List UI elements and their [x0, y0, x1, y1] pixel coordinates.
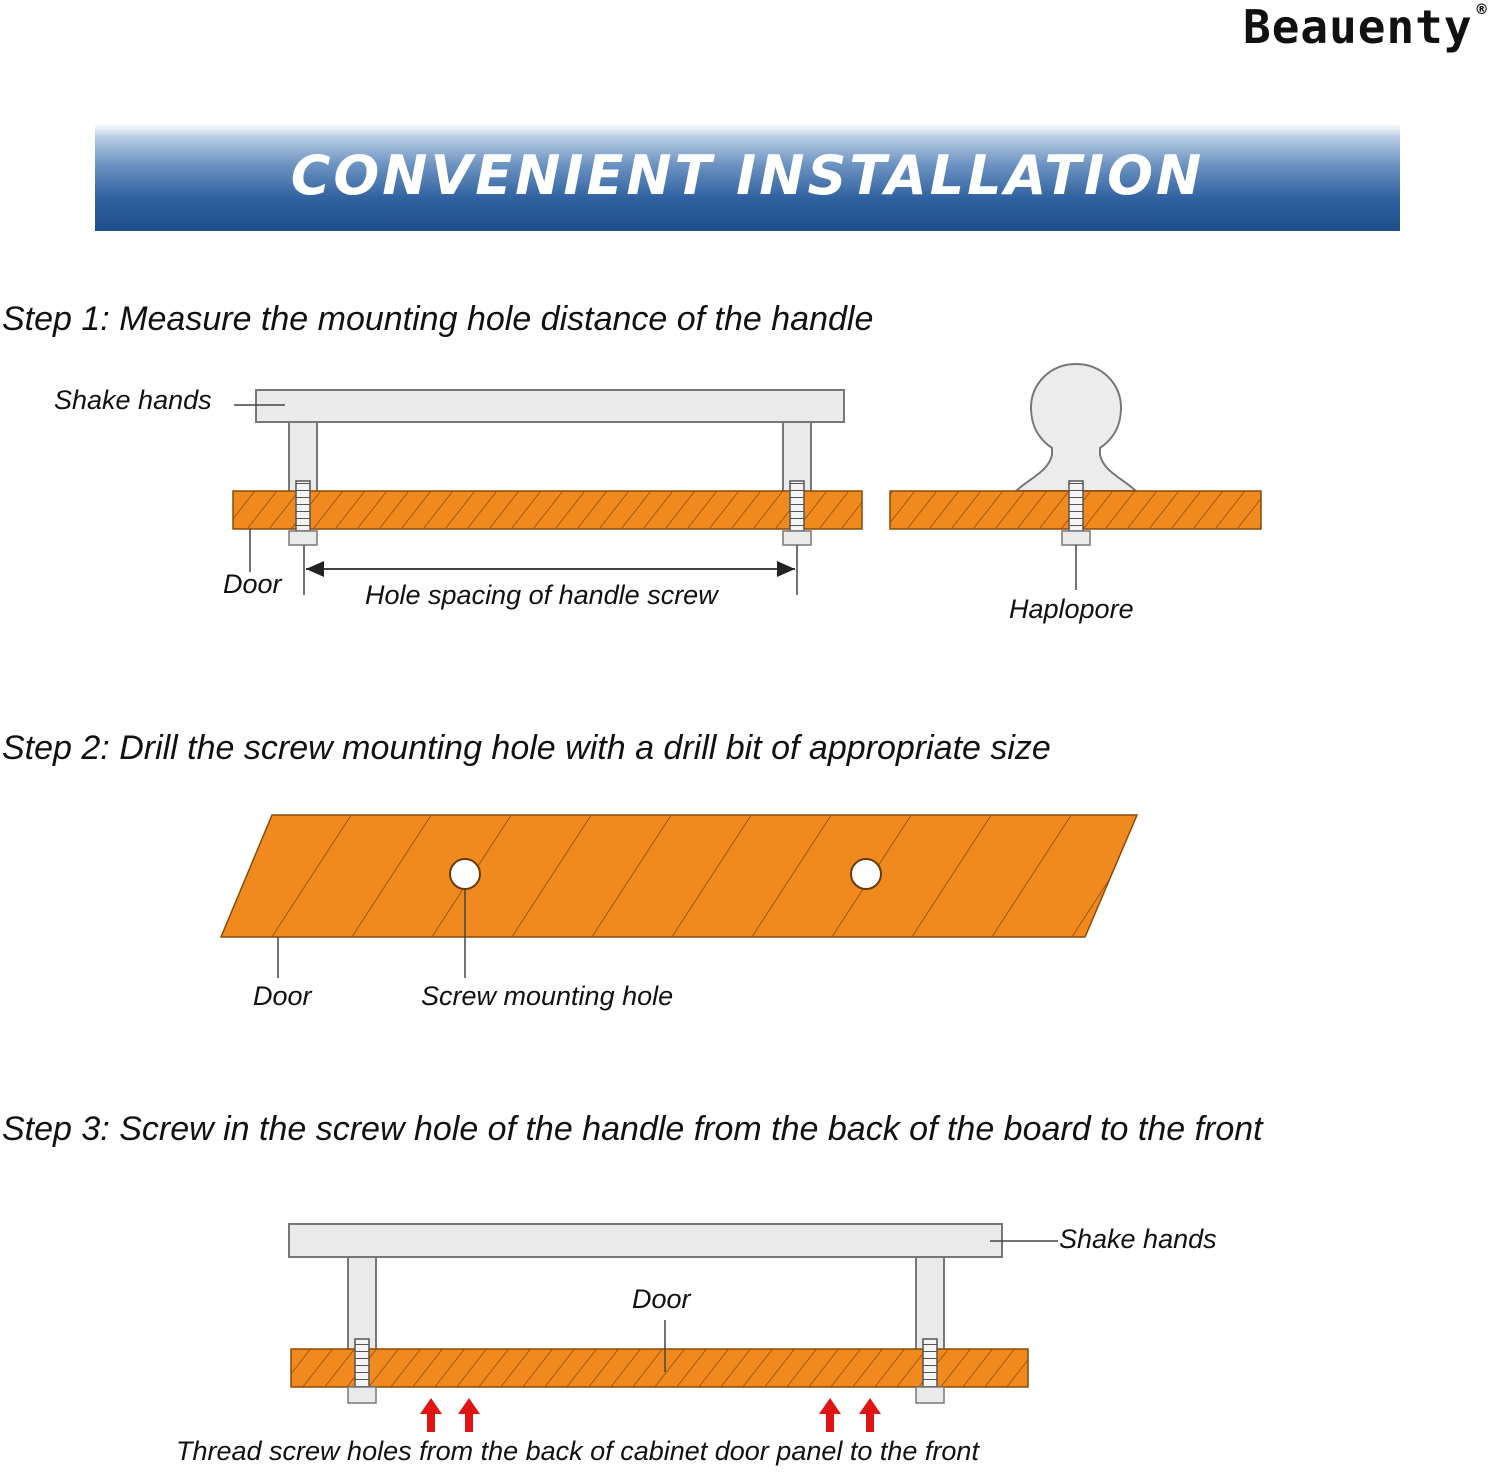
screw-head-right [783, 531, 811, 545]
handle-bar [256, 390, 844, 422]
handle-leg-left-3 [348, 1257, 376, 1350]
step-3-title: Step 3: Screw in the screw hole of the handle from the back of the board to the front [2, 1110, 1263, 1148]
brand-name: Beauenty [1243, 0, 1473, 54]
screw-right-3 [923, 1339, 937, 1389]
label-shake-hands-1: Shake hands [54, 385, 212, 415]
handle-leg-right-3 [916, 1257, 944, 1350]
screw-left-3 [355, 1339, 369, 1389]
label-door-2: Door [253, 981, 312, 1011]
banner-title: CONVENIENT INSTALLATION [290, 144, 1205, 207]
label-thread-note: Thread screw holes from the back of cabinet door panel to the front [176, 1436, 979, 1466]
screw-left [296, 481, 310, 531]
label-hole-spacing: Hole spacing of handle screw [365, 580, 718, 610]
screw-right [790, 481, 804, 531]
step-2-board-diagram [221, 815, 1137, 978]
spacing-arrow-right [777, 561, 795, 577]
screw-head-right-3 [916, 1387, 944, 1403]
label-door-3: Door [632, 1284, 691, 1314]
drill-hole-left [450, 859, 480, 889]
knob-screw-head [1062, 531, 1090, 545]
handle-bar-3 [289, 1224, 1002, 1257]
spacing-arrow-left [306, 561, 324, 577]
label-door-1: Door [223, 569, 282, 599]
arrow-up-icon [420, 1398, 881, 1432]
label-haplopore: Haplopore [1009, 594, 1134, 624]
label-screw-mounting-hole: Screw mounting hole [421, 981, 674, 1011]
door-board-3 [291, 1349, 1028, 1387]
door-board [233, 491, 862, 529]
screw-head-left-3 [348, 1387, 376, 1403]
knob-shape [1016, 364, 1136, 491]
registered-mark: ® [1474, 2, 1490, 18]
label-shake-hands-3: Shake hands [1059, 1224, 1217, 1254]
step-2-title: Step 2: Drill the screw mounting hole with a drill bit of appropriate size [2, 729, 1051, 767]
knob-screw [1069, 481, 1083, 531]
drill-hole-right [851, 859, 881, 889]
step-1-knob-diagram [890, 364, 1261, 590]
step-1-handle-diagram [233, 390, 862, 595]
door-board-perspective [221, 815, 1137, 937]
screw-head-left [289, 531, 317, 545]
step-3-handle-diagram [289, 1224, 1058, 1432]
step-1-title: Step 1: Measure the mounting hole distance of the handle [2, 300, 874, 338]
